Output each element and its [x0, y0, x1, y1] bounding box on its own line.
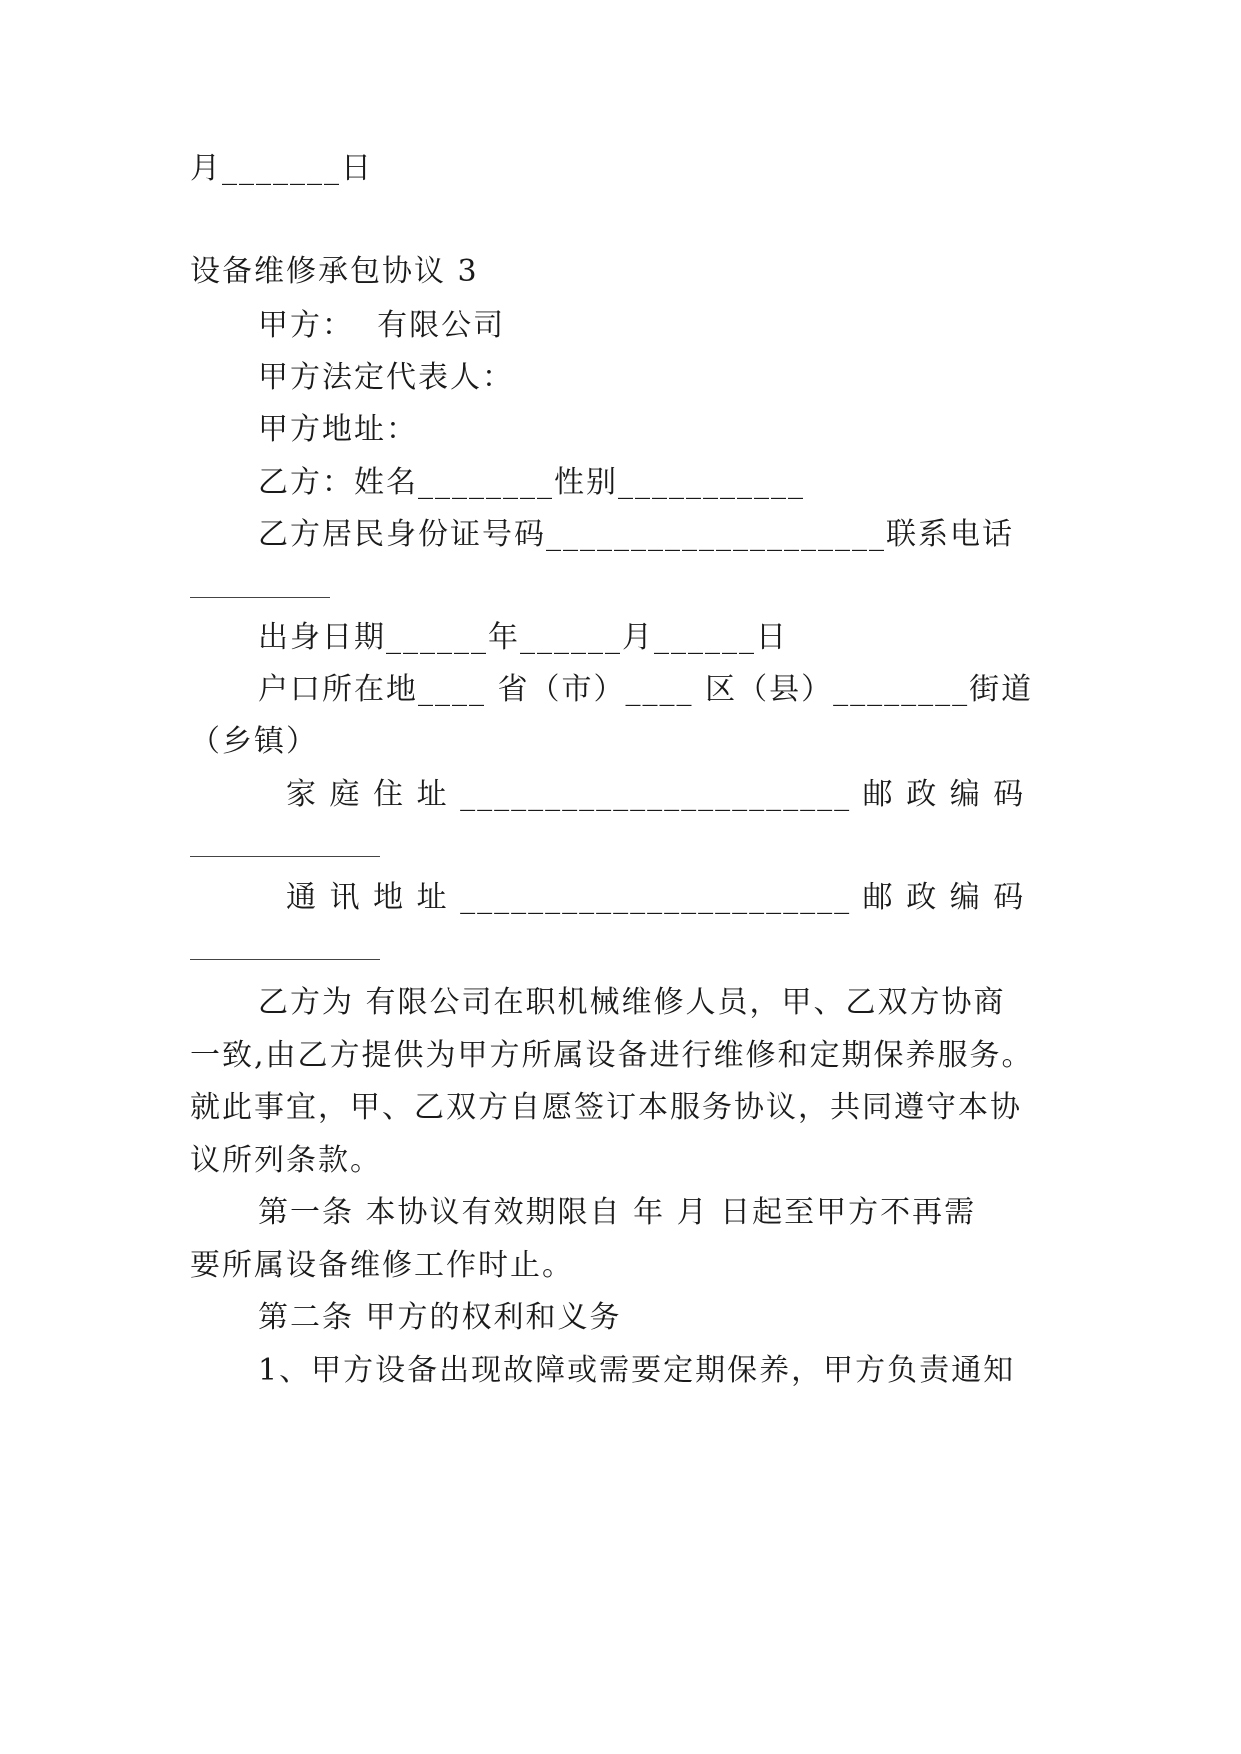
- paragraph-line: 议所列条款。: [190, 1143, 382, 1178]
- paragraph-line: 乙方为 有限公司在职机械维修人员，甲、乙双方协商: [258, 985, 1006, 1020]
- mail-postcode-blank-rule: [190, 959, 380, 960]
- party-b-id-phone: 乙方居民身份证号码____________________联系电话: [258, 517, 1014, 552]
- article-2-heading: 第二条 甲方的权利和义务: [258, 1300, 622, 1335]
- phone-blank-rule: [190, 597, 330, 598]
- paragraph-line: 就此事宜，甲、乙双方自愿签订本服务协议，共同遵守本协: [190, 1090, 1022, 1125]
- home-address: 家 庭 住 址 _______________________ 邮 政 编 码: [286, 777, 1026, 812]
- mail-address: 通 讯 地 址 _______________________ 邮 政 编 码: [286, 880, 1026, 915]
- party-a-representative: 甲方法定代表人：: [258, 360, 514, 395]
- hukou-location: 户口所在地____ 省（市）____ 区（县）________街道: [258, 672, 1034, 707]
- paragraph-line: 一致,由乙方提供为甲方所属设备进行维修和定期保养服务。: [190, 1038, 1034, 1073]
- article-2-item-1: 1、甲方设备出现故障或需要定期保养，甲方负责通知: [258, 1353, 1016, 1388]
- document-title: 设备维修承包协议 3: [190, 254, 479, 289]
- date-line: 月_______日: [190, 151, 373, 186]
- article-1-line: 要所属设备维修工作时止。: [190, 1248, 574, 1283]
- party-a: 甲方： 有限公司: [258, 308, 506, 343]
- party-b-name-gender: 乙方：姓名________性别___________: [258, 465, 805, 500]
- home-postcode-blank-rule: [190, 856, 380, 857]
- hukou-location-continued: （乡镇）: [190, 724, 318, 759]
- article-1-line: 第一条 本协议有效期限自 年 月 日起至甲方不再需: [258, 1195, 977, 1230]
- party-a-address: 甲方地址：: [258, 412, 418, 447]
- birth-date: 出身日期______年______月______日: [258, 620, 788, 655]
